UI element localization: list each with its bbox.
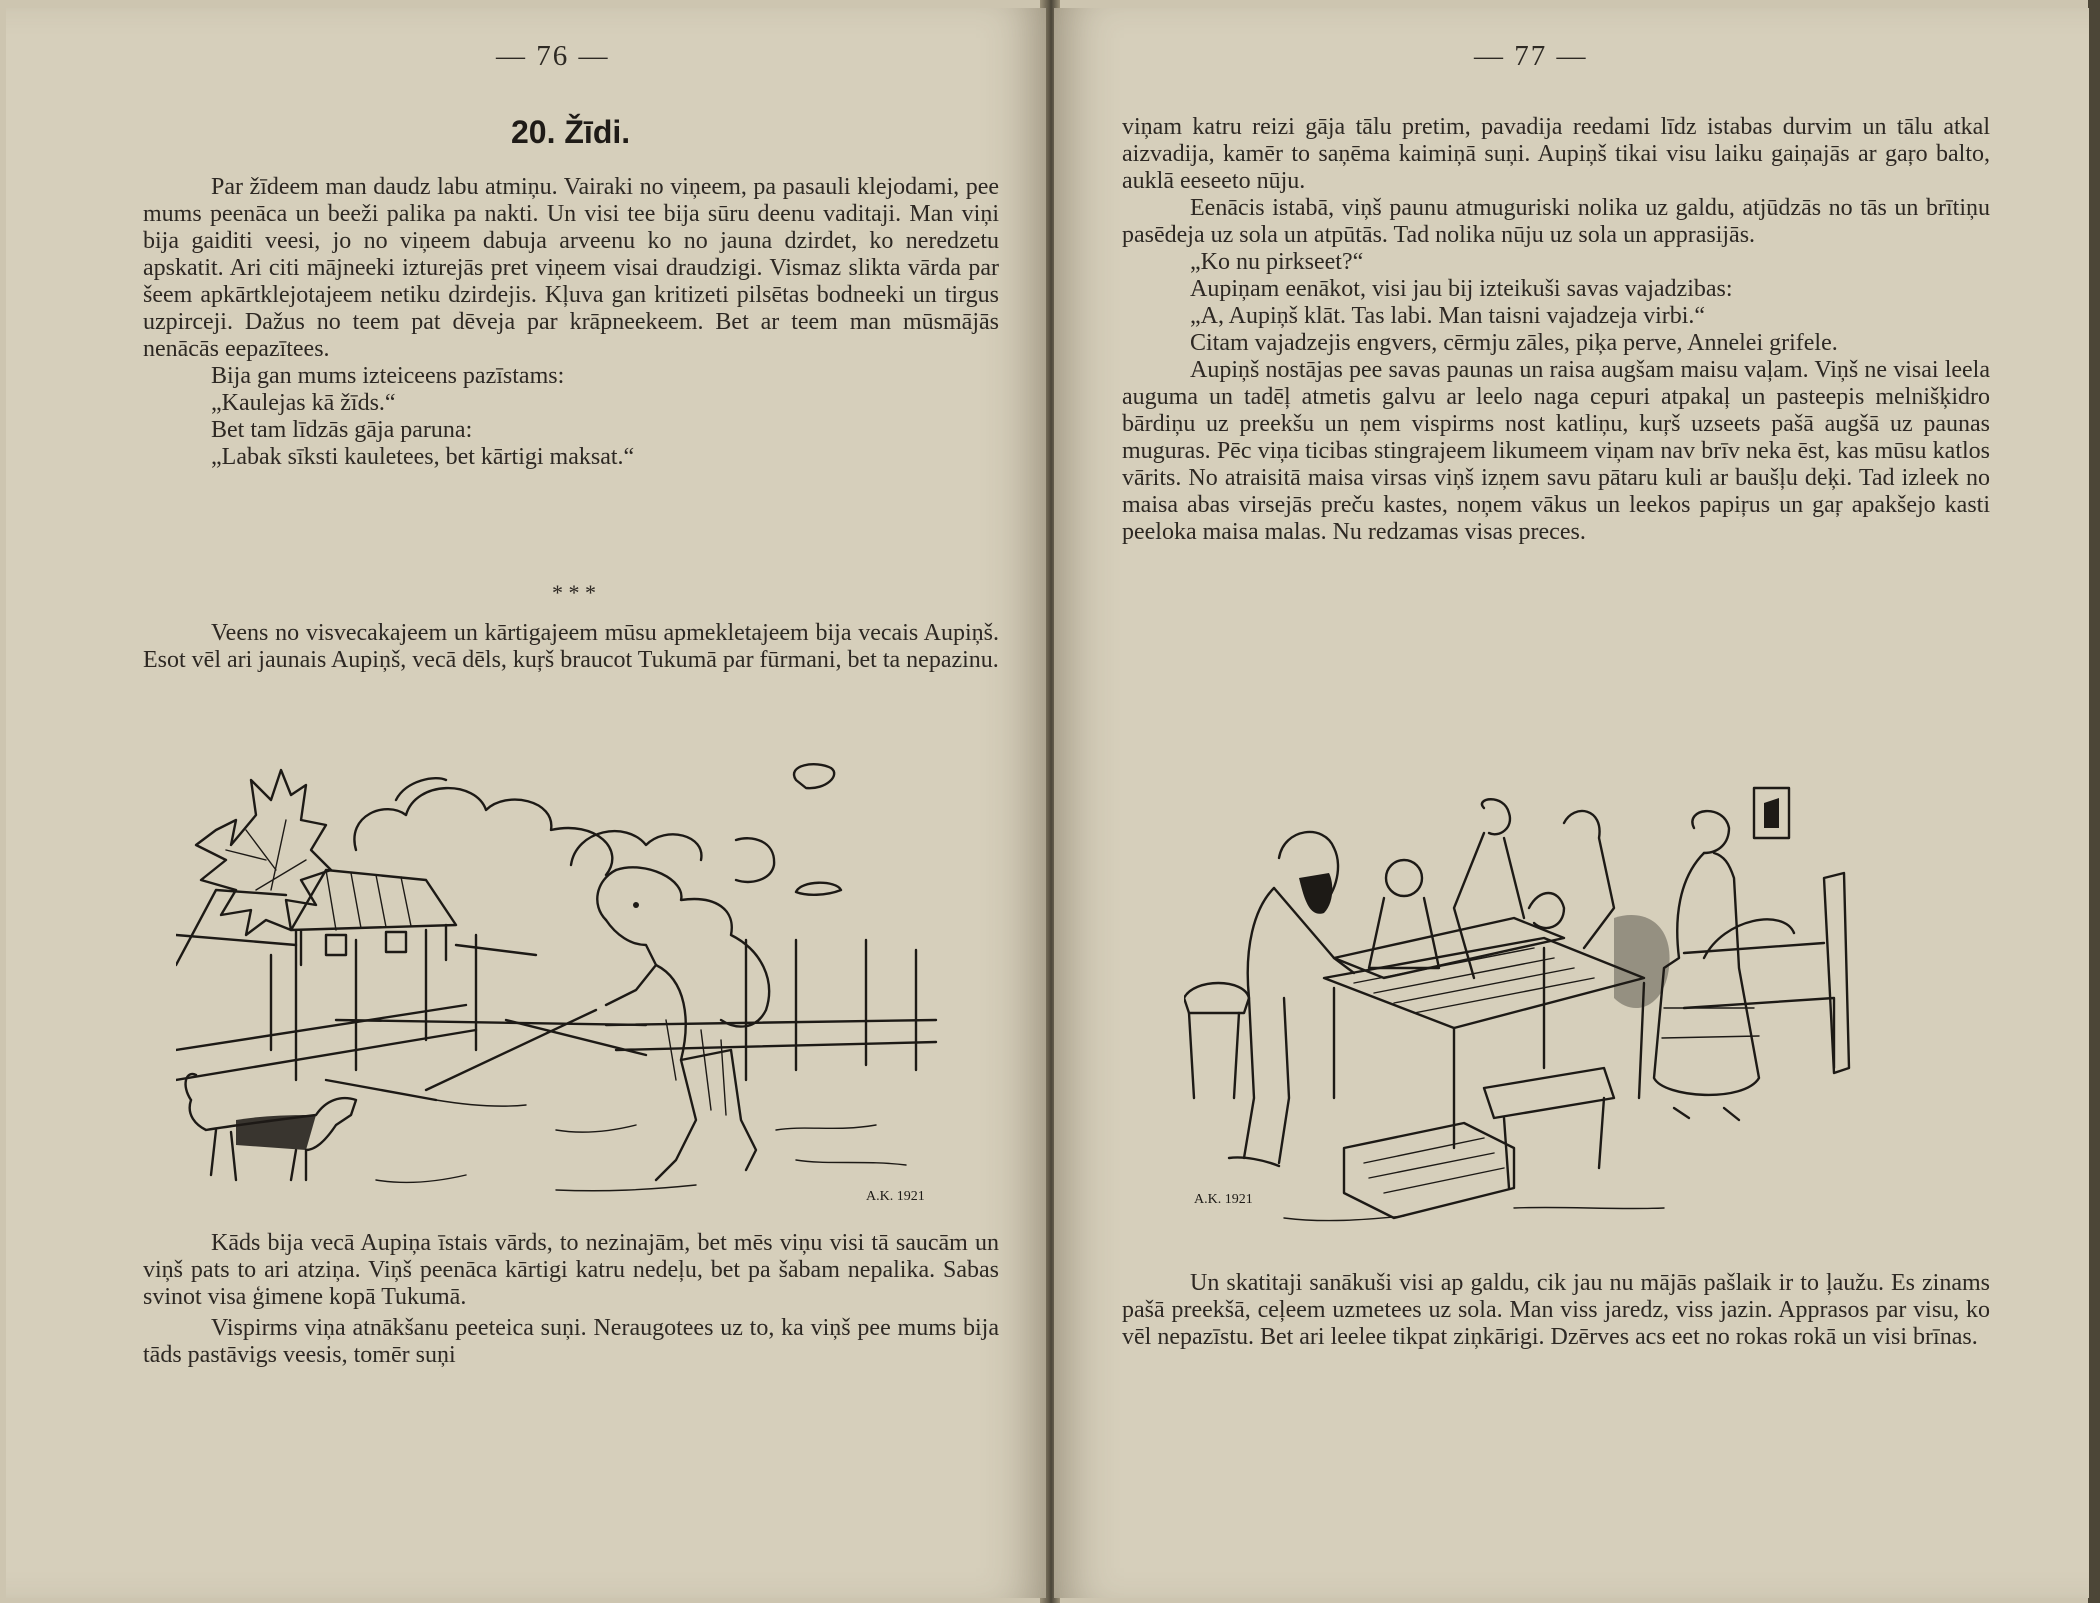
body-text-bottom <box>143 1230 999 1369</box>
paragraph: Veens no visvecakajeem un kārtigajeem mūsu apmekletajeem bija vecais Aupiņš. Esot vēl ari jaunais Aupiņš, vecā dēls, kuŗš braucot Tukumā par fūrmani, bet ta nepazinu. <box>143 620 999 673</box>
quote-line: „Ko nu pirkseet?“ <box>1190 249 1364 275</box>
left-page <box>6 8 1046 1598</box>
paragraph: Kāds bija vecā Aupiņa īstais vārds, to nezinajām, bet mēs viņu visi tā saucām un viņš pats to ari atziņa. Viņš peenāca kārtigi katru nedeļu, bet pa šabam nepalika. Sabas svinot visa ģimene kopā Tukumā. <box>143 1230 999 1310</box>
paragraph: Citam vajadzejis engvers, cērmju zāles, piķa perve, Annelei grifele. <box>1190 330 1838 356</box>
page-number: — 77 — <box>1474 40 1588 72</box>
section-separator: * * * <box>552 580 596 605</box>
paragraph: Vispirms viņa atnākšanu peeteica suņi. Neraugotees uz to, ka viņš pee mums bija tāds pastāvigs veesis, tomēr suņi <box>143 1315 999 1368</box>
right-page <box>1054 8 2089 1598</box>
page-edge <box>2088 0 2100 1603</box>
body-text-middle <box>143 620 999 674</box>
illustration-signature: A.K. 1921 <box>1194 1192 1253 1207</box>
peddler-illustration <box>176 720 956 1220</box>
text-line: Bet tam līdzās gāja paruna: <box>211 417 473 443</box>
paragraph: Par žīdeem man daudz labu atmiņu. Vairaki no viņeem, pa pasauli klejodami, pee mums peenāca un beeži palika pa nakti. Un visi tee bija sūru deenu vaditaji. Man viņi bija gaiditi veesi, jo no viņeem dabuja arveenu ko no jauna dzirdet, ko neredzetu apskatit. Ari citi mājneeki izturejās pret viņeem visai draudzigi. Vismaz slikta vārda par šeem apkārtklejotajeem netiku dzirdejis. Kļuva gan kritizeti pilsētas bodneeki un tirgus uzpirceji. Dažus no teem pat dēveja par krāpneekeem. Bet ar teem man mūsmājās nenācās eepazītees. <box>143 174 999 362</box>
paragraph: Aupiņam eenākot, visi jau bij izteikuši savas vajadzibas: <box>1190 276 1733 302</box>
text-line: Bija gan mums izteiceens pazīstams: <box>211 363 565 389</box>
family-illustration <box>1184 768 1984 1238</box>
quote-line: „A, Aupiņš klāt. Tas labi. Man taisni vajadzeja virbi.“ <box>1190 303 1706 329</box>
body-text-top <box>1122 114 1990 546</box>
illustration-signature: A.K. 1921 <box>866 1189 925 1204</box>
body-text-top <box>143 174 999 471</box>
paragraph: Eenācis istabā, viņš paunu atmuguriski nolika uz galdu, atjūdzās no tās un brītiņu pasēdeja uz sola un atpūtās. Tad nolika nūju uz sola un apprasijās. <box>1122 195 1990 248</box>
paragraph: Un skatitaji sanākuši visi ap galdu, cik jau nu mājās pašlaik ir to ļaužu. Es zinams pašā preekšā, ceļeem uzmetees uz sola. Man viss jaredz, viss jazin. Apprasos par visu, ko vēl nepazīstu. Bet ari leelee tikpat ziņkārigi. Dzērves acs eet no rokas rokā un visi brīnas. <box>1122 1270 1990 1350</box>
paragraph: viņam katru reizi gāja tālu pretim, pavadija reedami līdz istabas durvim un tālu atkal aizvadija, kamēr to saņēma kaimiņā suņi. Aupiņš tikai visu laiku gaiņajās ar gaŗo balto, auklā eeseeto nūju. <box>1122 114 1990 194</box>
quote-line: „Labak sīksti kauletees, bet kārtigi maksat.“ <box>211 444 635 470</box>
paragraph: Aupiņš nostājas pee savas paunas un raisa augšam maisu vaļam. Viņš ne visai leela auguma un tadēļ atmetis galvu ar leelo naga cepuri atpakaļ un pasteepis melnišķidro bārdiņu uz preekšu un ņem vispirms nost katliņu, kuŗš uzseets pašā augšā uz paunas muguras. Pēc viņa ticibas stingrajeem likumeem viņam nav brīv neka ēst, kas mūsu katlos vārits. No atraisitā maisa virsas viņš izņem savu pātaru kuli ar baušļu deķi. Tad izleek no maisa abas virsejās preču kastes, noņem vākus un leekos papiŗus un gaŗ apakšejo kasti peeloka maisa malas. Nu redzamas visas preces. <box>1122 357 1990 545</box>
body-text-bottom <box>1122 1270 1990 1351</box>
quote-line: „Kaulejas kā žīds.“ <box>211 390 396 416</box>
page-number: — 76 — <box>496 40 610 72</box>
chapter-title: 20. Žīdi. <box>511 114 631 150</box>
